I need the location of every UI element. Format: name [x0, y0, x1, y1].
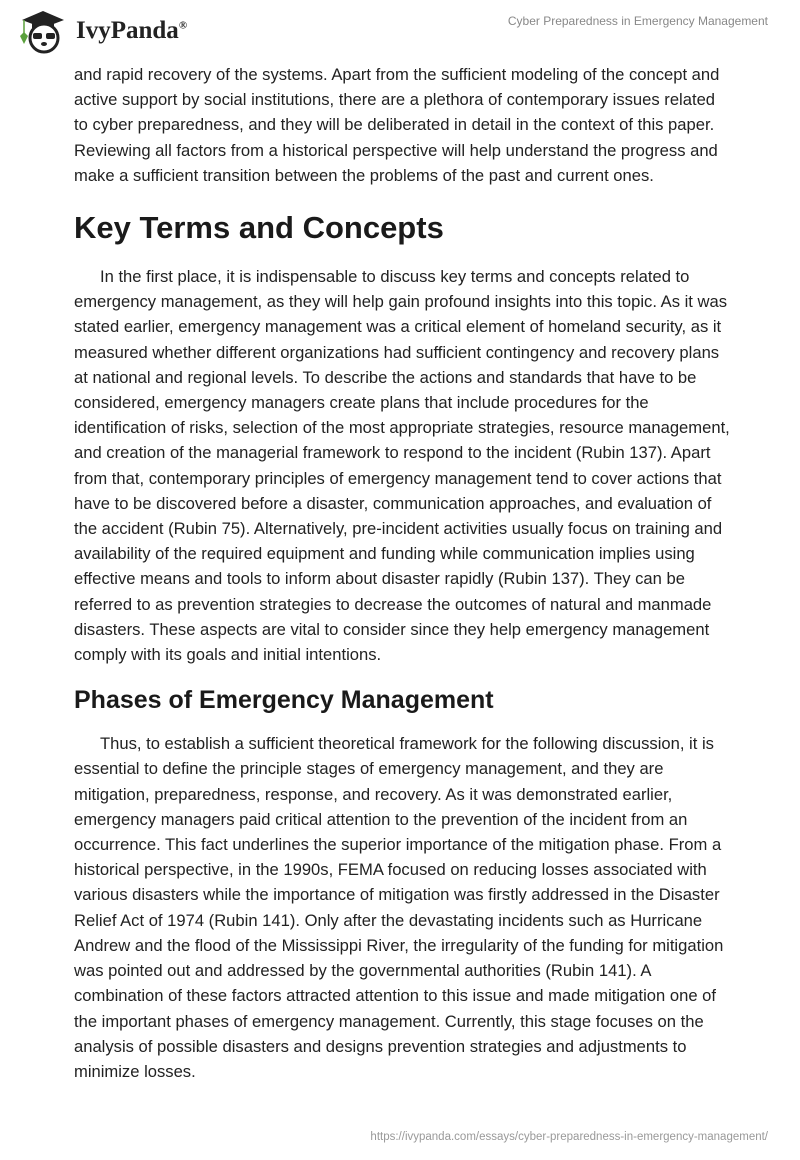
- phases-paragraph: Thus, to establish a sufficient theoretical framework for the following discussion, it is essential to define the principle stages of emergency management, and they are mitigation, preparedness, response, and recovery. As it was demonstrated earlier, emergency managers paid critical attention to the prevention of the incident from an occurrence. This fact underlines the superior importance of the mitigation phase. From a historical perspective, in the 1990s, FEMA focused on reducing losses associated with various disasters while the importance of mitigation was firstly addressed in the Disaster Relief Act of 1974 (Rubin 141). Only after the devastating incidents such as Hurricane Andrew and the flood of the Mississippi River, the irregularity of the funding for mitigation was pointed out and addressed by the governmental authorities (Rubin 141). A combination of these factors attracted attention to this issue and made mitigation one of the important phases of emergency management. Currently, this stage focuses on the analysis of possible disasters and designs prevention strategies and adjustments to minimize losses.: [74, 734, 724, 1081]
- intro-paragraph: and rapid recovery of the systems. Apart from the sufficient modeling of the concept and active support by social institutions, there are a plethora of contemporary issues related to cyber preparedness, and they will be deliberated in detail in the context of this paper. Reviewing all factors from a historical perspective will help understand the progress and make a sufficient transition between the problems of the past and current ones.: [74, 65, 720, 185]
- panda-graduate-icon: [18, 8, 68, 54]
- logo-text: [76, 17, 187, 45]
- essay-content: [74, 62, 730, 1084]
- section-heading-key-terms: Key Terms and Concepts: [74, 210, 444, 246]
- registered-mark: ®: [178, 19, 188, 32]
- logo-name: IvyPanda: [76, 17, 179, 44]
- page-header: [0, 0, 800, 60]
- section-heading-phases: Phases of Emergency Management: [74, 686, 494, 715]
- document-title: Cyber Preparedness in Emergency Management: [507, 14, 768, 28]
- key-terms-paragraph: In the first place, it is indispensable to discuss key terms and concepts related to emergency management, as they will help gain profound insights into this topic. As it was stated earlier, emergency management was a critical element of homeland security, as it measured whether different organizations had sufficient contingency and recovery plans at national and regional levels. To describe the actions and standards that have to be considered, emergency managers create plans that include procedures for the identification of risks, selection of the most appropriate strategies, resource management, and creation of the managerial framework to respond to the incident (Rubin 137). Apart from that, contemporary principles of emergency management tend to cover actions that have to be discovered before a disaster, communication approaches, and evaluation of the accident (Rubin 75). Alternatively, pre-incident activities usually focus on training and availability of the required equipment and funding while communication implies using effective means and tools to inform about disaster rapidly (Rubin 137). They can be referred to as prevention strategies to decrease the outcomes of natural and manmade disasters. These aspects are vital to consider since they help emergency management comply with its goals and initial intentions.: [74, 267, 730, 665]
- source-url[interactable]: https://ivypanda.com/essays/cyber-preparedness-in-emergency-management/: [370, 1131, 768, 1143]
- ivypanda-logo[interactable]: [18, 8, 187, 54]
